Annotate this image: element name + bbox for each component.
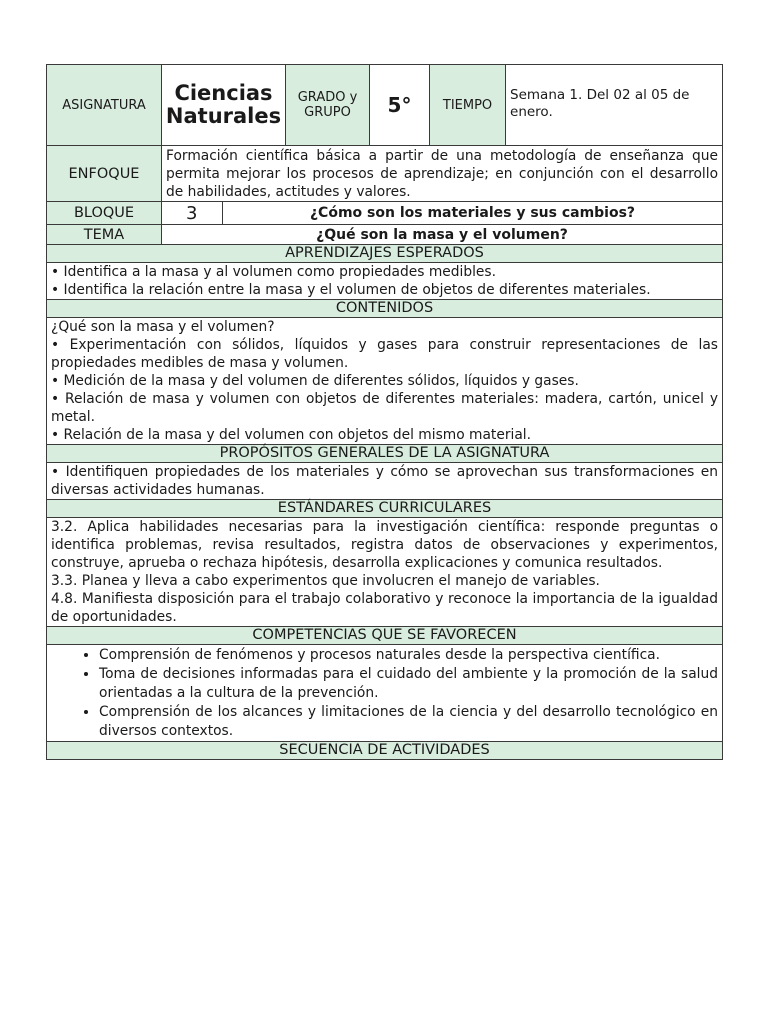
bloque-title: ¿Cómo son los materiales y sus cambios? bbox=[223, 202, 723, 225]
contenido-item: • Medición de la masa y del volumen de diferentes sólidos, líquidos y gases. bbox=[51, 373, 579, 389]
aprendizajes-heading-row bbox=[47, 245, 723, 263]
bloque-number: 3 bbox=[162, 202, 223, 225]
estandares-list bbox=[47, 518, 723, 627]
competencias-list bbox=[47, 645, 723, 742]
enfoque-label: ENFOQUE bbox=[47, 146, 162, 202]
aprendizajes-heading: APRENDIZAJES ESPERADOS bbox=[47, 245, 723, 263]
time-value: Semana 1. Del 02 al 05 de enero. bbox=[506, 65, 723, 146]
bloque-row bbox=[47, 202, 723, 225]
propositos-row bbox=[47, 463, 723, 500]
estandar-item: 3.2. Aplica habilidades necesarias para la investigación científica: responde preguntas o identifica problemas, revisa resultados, registra datos de observaciones y experimentos, construye, aprueba o rechaza hipótesis, desarrolla explicaciones y comunica resultados. bbox=[51, 519, 719, 571]
proposito-item: • Identifiquen propiedades de los materiales y cómo se aprovechan sus transformaciones en diversas actividades humanas. bbox=[51, 464, 719, 498]
aprendizaje-item: • Identifica a la masa y al volumen como propiedades medibles. bbox=[51, 264, 496, 280]
subject-label: ASIGNATURA bbox=[47, 65, 162, 146]
estandares-heading-row bbox=[47, 500, 723, 518]
propositos-heading-row bbox=[47, 445, 723, 463]
propositos-heading: PROPÓSITOS GENERALES DE LA ASIGNATURA bbox=[47, 445, 723, 463]
competencias-row bbox=[47, 645, 723, 742]
subject-value: Ciencias Naturales bbox=[162, 65, 286, 146]
tema-title: ¿Qué son la masa y el volumen? bbox=[162, 225, 723, 245]
estandares-heading: ESTÁNDARES CURRICULARES bbox=[47, 500, 723, 518]
propositos-list bbox=[47, 463, 723, 500]
aprendizaje-item: • Identifica la relación entre la masa y el volumen de objetos de diferentes materiales. bbox=[51, 282, 651, 298]
secuencia-heading-row bbox=[47, 742, 723, 760]
aprendizajes-list bbox=[47, 263, 723, 300]
estandares-row bbox=[47, 518, 723, 627]
contenido-item: • Experimentación con sólidos, líquidos y gases para construir representaciones de las propiedades medibles de masa y volumen. bbox=[51, 337, 719, 371]
competencia-item: • Comprensión de los alcances y limitaciones de la ciencia y del desarrollo tecnológico en diversos contextos. bbox=[99, 703, 718, 741]
contenidos-row bbox=[47, 318, 723, 445]
bloque-label: BLOQUE bbox=[47, 202, 162, 225]
estandar-item: 4.8. Manifiesta disposición para el trabajo colaborativo y reconoce la importancia de la igualdad de oportunidades. bbox=[51, 591, 719, 625]
aprendizajes-row bbox=[47, 263, 723, 300]
contenido-item: • Relación de masa y volumen con objetos de diferentes materiales: madera, cartón, unicel y metal. bbox=[51, 391, 719, 425]
competencia-item: • Comprensión de fenómenos y procesos naturales desde la perspectiva científica. bbox=[99, 646, 718, 665]
competencias-heading: COMPETENCIAS QUE SE FAVORECEN bbox=[47, 627, 723, 645]
enfoque-row bbox=[47, 146, 723, 202]
tema-label: TEMA bbox=[47, 225, 162, 245]
tema-row bbox=[47, 225, 723, 245]
competencias-heading-row bbox=[47, 627, 723, 645]
header-row bbox=[47, 65, 723, 146]
enfoque-text: Formación científica básica a partir de una metodología de enseñanza que permita mejorar los procesos de aprendizaje; en conjunción con el desarrollo de habilidades, actitudes y valores. bbox=[162, 146, 723, 202]
grade-value: 5° bbox=[370, 65, 430, 146]
competencia-item: • Toma de decisiones informadas para el cuidado del ambiente y la promoción de la salud orientadas a la cultura de la prevención. bbox=[99, 665, 718, 703]
grade-label: GRADO y GRUPO bbox=[286, 65, 370, 146]
secuencia-heading: SECUENCIA DE ACTIVIDADES bbox=[47, 742, 723, 760]
time-label: TIEMPO bbox=[430, 65, 506, 146]
estandar-item: 3.3. Planea y lleva a cabo experimentos que involucren el manejo de variables. bbox=[51, 573, 600, 589]
lesson-plan-table bbox=[46, 64, 723, 760]
lesson-plan-sheet bbox=[46, 64, 722, 760]
contenidos-list bbox=[47, 318, 723, 445]
contenidos-heading: CONTENIDOS bbox=[47, 300, 723, 318]
contenido-item: • Relación de la masa y del volumen con objetos del mismo material. bbox=[51, 427, 532, 443]
contenido-item: ¿Qué son la masa y el volumen? bbox=[51, 319, 275, 335]
contenidos-heading-row bbox=[47, 300, 723, 318]
